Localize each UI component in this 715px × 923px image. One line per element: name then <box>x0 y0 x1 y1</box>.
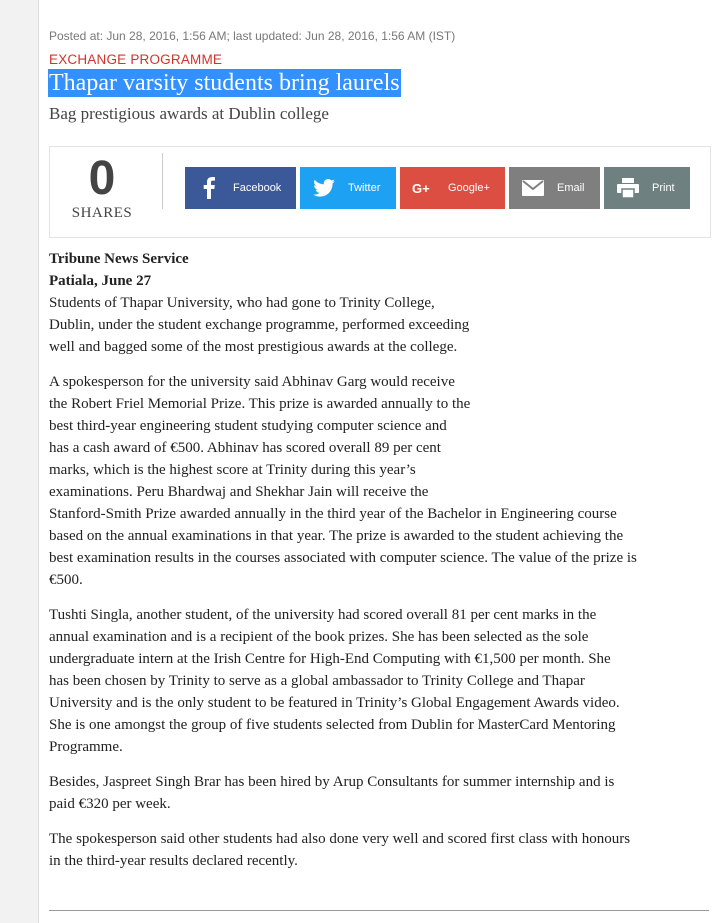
text-line: Dublin, under the student exchange programme, performed exceeding <box>49 317 470 333</box>
text-line: best examination results in the courses associated with computer science. The value of the prize is <box>49 550 637 566</box>
paragraph-3 <box>49 604 709 758</box>
text-line: She is one amongst the group of five students selected from Dublin for MasterCard Mentoring <box>49 717 616 733</box>
share-bar <box>49 146 711 238</box>
dateline: Patiala, June 27 <box>49 273 152 289</box>
facebook-share-button[interactable] <box>185 167 296 209</box>
text-line: based on the annual examinations in that year. The prize is awarded to the student achieving the <box>49 528 624 544</box>
twitter-label: Twitter <box>348 182 381 194</box>
text-line: Stanford-Smith Prize awarded annually in the third year of the Bachelor in Engineering course <box>49 506 617 522</box>
post-meta: Posted at: Jun 28, 2016, 1:56 AM; last updated: Jun 28, 2016, 1:56 AM (IST) <box>49 29 456 43</box>
print-button[interactable] <box>604 167 690 209</box>
twitter-icon <box>310 179 338 197</box>
email-label: Email <box>557 182 585 194</box>
googleplus-share-button[interactable] <box>400 167 505 209</box>
paragraph-4 <box>49 771 709 815</box>
facebook-label: Facebook <box>233 182 282 194</box>
text-line: marks, which is the highest score at Trinity during this year’s <box>49 462 416 478</box>
print-icon <box>614 178 642 198</box>
email-share-button[interactable] <box>509 167 600 209</box>
share-divider <box>162 153 163 209</box>
bottom-divider <box>49 910 709 911</box>
text-line: best third-year engineering student studying computer science and <box>49 418 447 434</box>
print-label: Print <box>652 182 675 194</box>
article-headline: Thapar varsity students bring laurels <box>49 70 400 96</box>
text-line: Besides, Jaspreet Singh Brar has been hired by Arup Consultants for summer internship and is <box>49 774 615 790</box>
facebook-icon <box>195 177 223 199</box>
paragraph-1 <box>49 295 469 355</box>
article-page <box>38 0 715 923</box>
text-line: annual examination and is a recipient of the book prizes. She has been selected as the sole <box>49 629 589 645</box>
paragraph-5 <box>49 828 709 872</box>
googleplus-label: Google+ <box>448 182 490 194</box>
byline: Tribune News Service <box>49 251 189 267</box>
text-line: University and is the only student to be featured in Trinity’s Global Engagement Awards video. <box>49 695 620 711</box>
article-body <box>49 248 709 885</box>
paragraph-2 <box>49 371 709 591</box>
googleplus-icon <box>410 181 438 195</box>
email-icon <box>519 180 547 196</box>
text-line: well and bagged some of the most prestigious awards at the college. <box>49 339 458 355</box>
share-count-number: 0 <box>88 152 116 205</box>
twitter-share-button[interactable] <box>300 167 396 209</box>
text-line: the Robert Friel Memorial Prize. This prize is awarded annually to the <box>49 396 471 412</box>
text-line: Programme. <box>49 739 123 755</box>
svg-text:G+: G+ <box>412 181 430 195</box>
text-line: undergraduate intern at the Irish Centre for High-End Computing with €1,500 per month. She <box>49 651 611 667</box>
text-line: A spokesperson for the university said Abhinav Garg would receive <box>49 374 455 390</box>
text-line: has a cash award of €500. Abhinav has scored overall 89 per cent <box>49 440 441 456</box>
share-count-label: SHARES <box>71 205 133 221</box>
text-line: has been chosen by Trinity to serve as a global ambassador to Trinity College and Thapar <box>49 673 585 689</box>
article-subhead: Bag prestigious awards at Dublin college <box>49 104 329 123</box>
article-kicker[interactable]: EXCHANGE PROGRAMME <box>49 52 223 67</box>
text-line: €500. <box>49 572 83 588</box>
text-line: examinations. Peru Bhardwaj and Shekhar Jain will receive the <box>49 484 429 500</box>
text-line: Tushti Singla, another student, of the university had scored overall 81 per cent marks in the <box>49 607 597 623</box>
text-line: The spokesperson said other students had also done very well and scored first class with honours <box>49 831 631 847</box>
share-count <box>50 147 154 237</box>
text-line: in the third-year results declared recently. <box>49 853 298 869</box>
text-line: paid €320 per week. <box>49 796 171 812</box>
text-line: Students of Thapar University, who had gone to Trinity College, <box>49 295 435 311</box>
article-intro <box>49 248 709 358</box>
